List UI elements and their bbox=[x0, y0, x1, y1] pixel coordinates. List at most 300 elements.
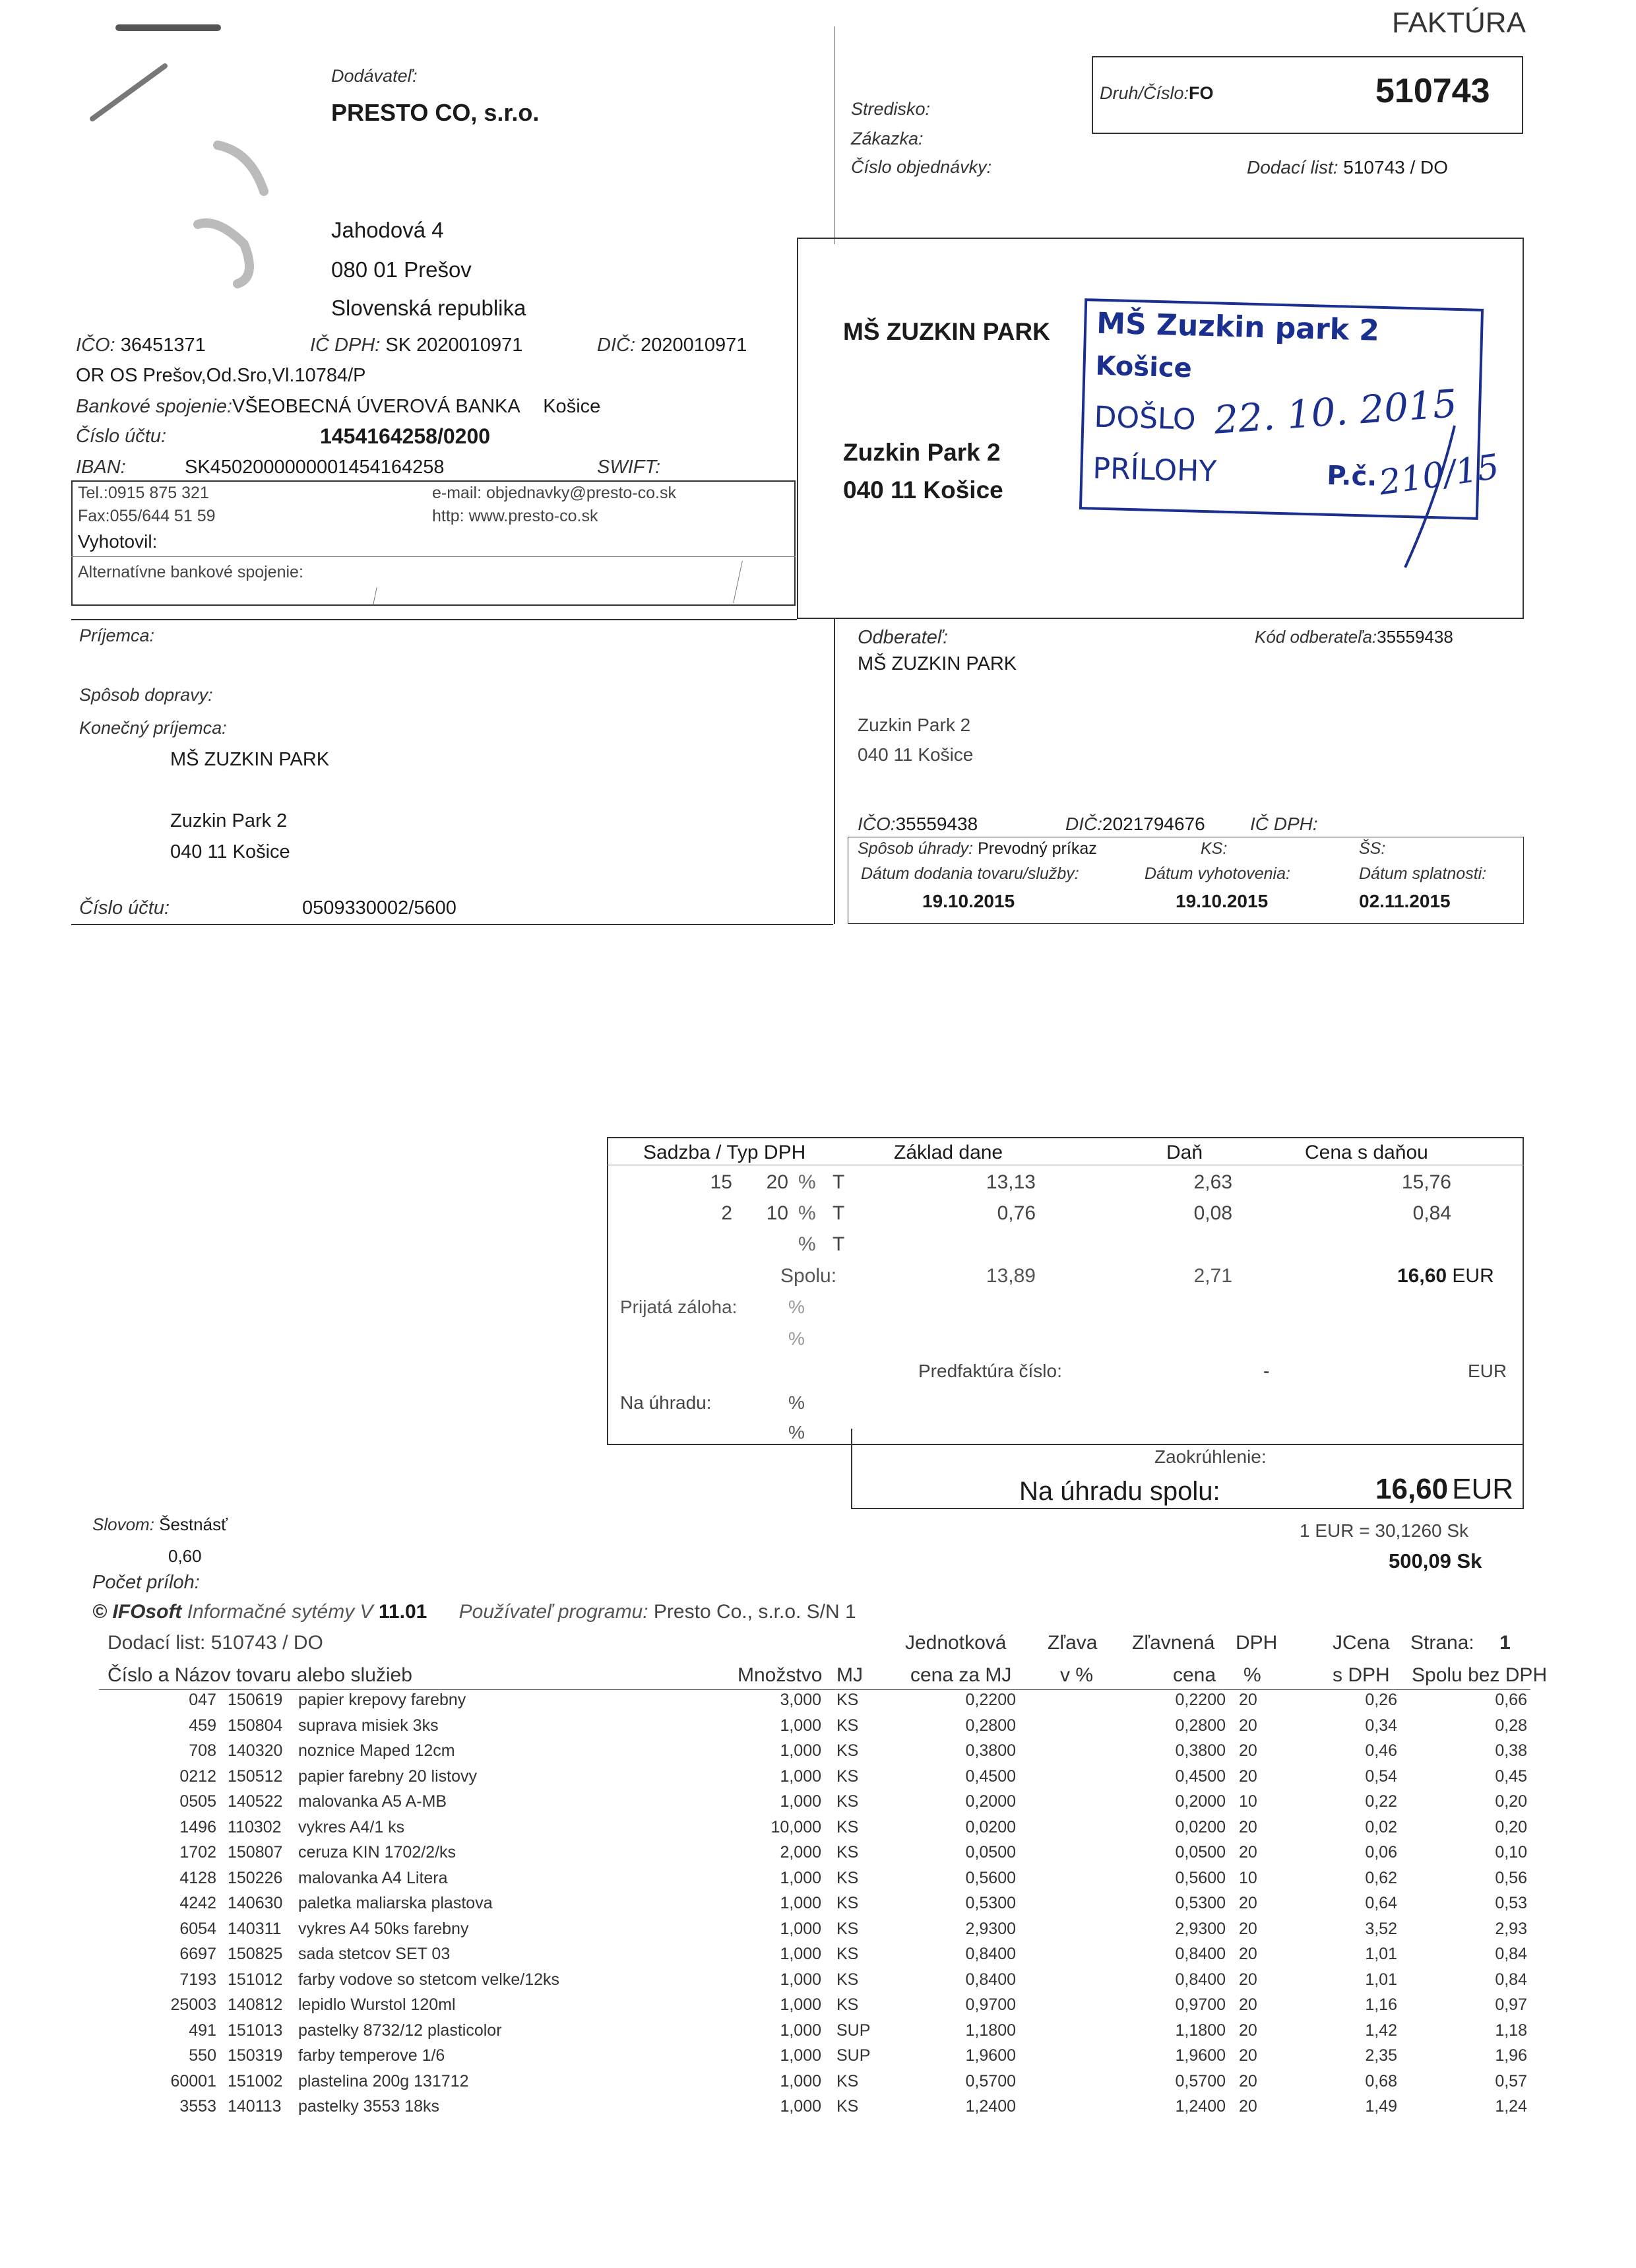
item-total: 0,84 bbox=[1495, 1970, 1527, 1989]
item-number: 550 bbox=[189, 2046, 216, 2065]
software-version: 11.01 bbox=[378, 1601, 427, 1623]
item-price-with-vat: 0,06 bbox=[1365, 1843, 1397, 1862]
in-words-cents: 0,60 bbox=[168, 1546, 202, 1566]
advance-pct-1: % bbox=[788, 1297, 805, 1317]
col-unit-price-1: Jednotková bbox=[905, 1632, 1007, 1654]
item-vat-rate: 20 bbox=[1239, 1970, 1257, 1989]
account-label: Číslo účtu: bbox=[76, 426, 166, 447]
vat-row-rate: 20 bbox=[766, 1171, 788, 1193]
vat-row-vat: 2,63 bbox=[1193, 1171, 1232, 1193]
item-total: 0,28 bbox=[1495, 1716, 1527, 1735]
grand-total-value: 16,60 bbox=[1375, 1473, 1449, 1505]
item-quantity: 1,000 bbox=[780, 1970, 821, 1989]
item-discounted-price: 0,0200 bbox=[1175, 1817, 1226, 1836]
item-number: 047 bbox=[189, 1691, 216, 1709]
item-code: 150619 bbox=[228, 1691, 283, 1709]
item-price-with-vat: 0,68 bbox=[1365, 2071, 1397, 2090]
table-row bbox=[0, 2046, 1636, 2071]
item-unit: KS bbox=[836, 1843, 859, 1862]
swift-label: SWIFT: bbox=[597, 457, 661, 478]
item-price-with-vat: 0,02 bbox=[1365, 1817, 1397, 1836]
handwritten-received-date: 22. 10. 2015 bbox=[1212, 381, 1459, 443]
item-code: 140320 bbox=[228, 1741, 283, 1760]
item-vat-rate: 10 bbox=[1239, 1868, 1257, 1887]
vat-col-base: Základ dane bbox=[894, 1142, 1003, 1163]
vat-row-base: 13,13 bbox=[986, 1171, 1036, 1193]
handwritten-mark bbox=[86, 20, 297, 297]
customer-street: Zuzkin Park 2 bbox=[858, 715, 971, 735]
item-unit: KS bbox=[836, 1741, 859, 1760]
item-name: ceruza KIN 1702/2/ks bbox=[298, 1843, 456, 1862]
vat-row-vat: 0,08 bbox=[1193, 1202, 1232, 1224]
vat-row-code: 2 bbox=[721, 1202, 732, 1224]
item-number: 6697 bbox=[179, 1945, 216, 1963]
section-rule bbox=[71, 619, 797, 620]
item-total: 1,18 bbox=[1495, 2021, 1527, 2040]
stamp-line1: MŠ Zuzkin park 2 bbox=[1096, 306, 1380, 348]
item-discounted-price: 0,5600 bbox=[1175, 1868, 1226, 1887]
delivery-date-label: Dátum dodania tovaru/služby: bbox=[861, 864, 1079, 883]
ks-label: KS: bbox=[1201, 839, 1228, 858]
item-unit-price: 0,2800 bbox=[965, 1716, 1016, 1735]
stamp-attachments-label: PRÍLOHY bbox=[1092, 451, 1217, 489]
advance-label: Prijatá záloha: bbox=[620, 1297, 738, 1317]
column-rule bbox=[834, 619, 835, 924]
customer-city: 040 11 Košice bbox=[858, 744, 974, 765]
item-discounted-price: 2,9300 bbox=[1175, 1919, 1226, 1938]
section-rule bbox=[71, 924, 833, 925]
item-unit-price: 2,9300 bbox=[965, 1919, 1016, 1938]
item-total: 0,66 bbox=[1495, 1691, 1527, 1709]
item-name: paletka maliarska plastova bbox=[298, 1894, 493, 1912]
item-number: 25003 bbox=[170, 1995, 216, 2014]
grand-total-currency: EUR bbox=[1452, 1473, 1514, 1505]
final-recipient-label: Konečný príjemca: bbox=[79, 718, 227, 738]
item-code: 140812 bbox=[228, 1995, 283, 2014]
prepared-by-label: Vyhotovil: bbox=[78, 531, 158, 552]
vat-col-total: Cena s daňou bbox=[1305, 1142, 1428, 1163]
item-total: 2,93 bbox=[1495, 1919, 1527, 1938]
item-vat-rate: 20 bbox=[1239, 1843, 1257, 1862]
item-discounted-price: 1,9600 bbox=[1175, 2046, 1226, 2065]
item-unit-price: 0,8400 bbox=[965, 1945, 1016, 1963]
col-disc-price-1: Zľavnená bbox=[1132, 1632, 1215, 1654]
address-name: MŠ ZUZKIN PARK bbox=[843, 318, 1050, 345]
customer-code-label: Kód odberateľa: bbox=[1255, 627, 1377, 647]
item-number: 459 bbox=[189, 1716, 216, 1735]
item-price-with-vat: 0,64 bbox=[1365, 1894, 1397, 1912]
item-unit-price: 0,2200 bbox=[965, 1691, 1016, 1709]
item-name: malovanka A5 A-MB bbox=[298, 1792, 447, 1811]
customer-dic-label: DIČ: bbox=[1065, 814, 1102, 834]
item-vat-rate: 20 bbox=[1239, 2046, 1257, 2065]
item-price-with-vat: 0,46 bbox=[1365, 1741, 1397, 1760]
item-total: 0,20 bbox=[1495, 1792, 1527, 1811]
item-name: papier farebny 20 listovy bbox=[298, 1766, 477, 1786]
item-price-with-vat: 1,16 bbox=[1365, 1995, 1397, 2014]
item-quantity: 1,000 bbox=[780, 2071, 821, 2090]
item-code: 150825 bbox=[228, 1945, 283, 1963]
table-row bbox=[0, 2021, 1636, 2046]
item-unit-price: 0,5700 bbox=[965, 2071, 1016, 2090]
table-row bbox=[0, 1818, 1636, 1843]
item-total: 0,45 bbox=[1495, 1766, 1527, 1786]
supplier-web: http: www.presto-co.sk bbox=[432, 507, 598, 525]
software-user-label: Používateľ programu: bbox=[458, 1601, 648, 1623]
supplier-ico bbox=[76, 335, 206, 356]
page-label: Strana: bbox=[1410, 1632, 1474, 1654]
final-recipient-street: Zuzkin Park 2 bbox=[170, 810, 288, 831]
item-discounted-price: 0,0500 bbox=[1175, 1843, 1226, 1862]
item-quantity: 1,000 bbox=[780, 1919, 821, 1938]
item-price-with-vat: 1,01 bbox=[1365, 1945, 1397, 1963]
item-quantity: 10,000 bbox=[771, 1817, 821, 1836]
items-delivery-note-label: Dodací list: bbox=[108, 1632, 206, 1654]
rule bbox=[851, 1429, 852, 1445]
item-number: 491 bbox=[189, 2021, 216, 2040]
item-number: 7193 bbox=[179, 1970, 216, 1989]
payment-method bbox=[858, 839, 1097, 859]
account-number: 1454164258/0200 bbox=[320, 424, 491, 448]
item-number: 6054 bbox=[179, 1919, 216, 1938]
customer-dic-value: 2021794676 bbox=[1102, 814, 1205, 834]
item-unit: KS bbox=[836, 1970, 859, 1989]
item-number: 60001 bbox=[170, 2071, 216, 2090]
item-discounted-price: 1,1800 bbox=[1175, 2021, 1226, 2040]
table-row bbox=[0, 1792, 1636, 1817]
item-price-with-vat: 0,54 bbox=[1365, 1766, 1397, 1786]
item-code: 140522 bbox=[228, 1792, 283, 1811]
item-vat-rate: 20 bbox=[1239, 1741, 1257, 1760]
table-row bbox=[0, 1920, 1636, 1945]
item-price-with-vat: 0,26 bbox=[1365, 1691, 1397, 1709]
item-total: 0,38 bbox=[1495, 1741, 1527, 1760]
item-quantity: 1,000 bbox=[780, 1741, 821, 1760]
item-discounted-price: 0,2000 bbox=[1175, 1792, 1226, 1811]
item-name: lepidlo Wurstol 120ml bbox=[298, 1995, 456, 2014]
document-title: FAKTÚRA bbox=[1392, 7, 1526, 39]
item-vat-rate: 20 bbox=[1239, 1919, 1257, 1938]
items-delivery-note-value: 510743 / DO bbox=[210, 1632, 323, 1654]
item-unit-price: 0,8400 bbox=[965, 1970, 1016, 1989]
item-number: 0505 bbox=[179, 1792, 216, 1811]
software-brand: © IFOsoft bbox=[92, 1601, 182, 1623]
vat-sum-vat: 2,71 bbox=[1193, 1265, 1232, 1287]
item-name: noznice Maped 12cm bbox=[298, 1741, 455, 1760]
bank-name: VŠEOBECNÁ ÚVEROVÁ BANKA bbox=[232, 396, 520, 417]
item-unit: SUP bbox=[836, 2046, 871, 2065]
doc-type bbox=[1100, 83, 1214, 104]
ss-label: ŠS: bbox=[1359, 839, 1386, 858]
item-vat-rate: 20 bbox=[1239, 2071, 1257, 2090]
bank-label: Bankové spojenie: bbox=[76, 396, 232, 417]
item-unit: KS bbox=[836, 1766, 859, 1786]
delivery-note bbox=[1247, 157, 1448, 178]
col-jcena-1: JCena bbox=[1333, 1632, 1390, 1654]
item-name: suprava misiek 3ks bbox=[298, 1716, 439, 1735]
supplier-dic bbox=[597, 335, 747, 356]
delivery-note-value: 510743 / DO bbox=[1343, 157, 1449, 178]
ico-label: IČO: bbox=[76, 335, 115, 356]
stredisko-label: Stredisko: bbox=[851, 99, 931, 119]
item-total: 0,53 bbox=[1495, 1894, 1527, 1912]
table-row bbox=[0, 1691, 1636, 1716]
item-quantity: 1,000 bbox=[780, 2097, 821, 2116]
table-row bbox=[0, 1945, 1636, 1970]
item-unit: KS bbox=[836, 1995, 859, 2014]
transport-label: Spôsob dopravy: bbox=[79, 685, 213, 705]
item-quantity: 1,000 bbox=[780, 1894, 821, 1912]
supplier-city: 080 01 Prešov bbox=[331, 257, 472, 282]
header-rule bbox=[99, 1689, 1530, 1690]
customer-icdph-label: IČ DPH: bbox=[1250, 814, 1318, 834]
col-discount-2: v % bbox=[1060, 1664, 1094, 1686]
item-unit: KS bbox=[836, 1817, 859, 1836]
item-unit: KS bbox=[836, 1868, 859, 1887]
doc-type-label: Druh/Číslo: bbox=[1100, 83, 1189, 103]
item-number: 4128 bbox=[179, 1868, 216, 1887]
payment-method-value: Prevodný príkaz bbox=[978, 839, 1097, 858]
zakazka-label: Zákazka: bbox=[851, 129, 924, 148]
supplier-icdph bbox=[310, 335, 522, 356]
item-code: 140311 bbox=[228, 1919, 282, 1938]
issue-date-label: Dátum vyhotovenia: bbox=[1145, 864, 1290, 883]
supplier-name: PRESTO CO, s.r.o. bbox=[331, 99, 540, 126]
item-name: farby vodove so stetcom velke/12ks bbox=[298, 1970, 560, 1989]
item-code: 151012 bbox=[228, 1970, 283, 1989]
software-user: Presto Co., s.r.o. S/N 1 bbox=[653, 1601, 856, 1623]
table-row bbox=[0, 1716, 1636, 1741]
col-unit-price-2: cena za MJ bbox=[910, 1664, 1012, 1686]
customer-ico-label: IČO: bbox=[858, 814, 896, 834]
delivery-date: 19.10.2015 bbox=[922, 891, 1015, 911]
item-unit: SUP bbox=[836, 2021, 871, 2040]
stamp-reg-label: P.č. bbox=[1326, 460, 1378, 492]
col-unit: MJ bbox=[836, 1664, 863, 1686]
item-discounted-price: 0,8400 bbox=[1175, 1970, 1226, 1989]
item-number: 4242 bbox=[179, 1894, 216, 1912]
item-quantity: 2,000 bbox=[780, 1843, 821, 1862]
attachments-count-label: Počet príloh: bbox=[92, 1572, 200, 1593]
in-words-label: Slovom: bbox=[92, 1514, 154, 1534]
item-quantity: 1,000 bbox=[780, 1792, 821, 1811]
item-total: 0,56 bbox=[1495, 1868, 1527, 1887]
order-number-label: Číslo objednávky: bbox=[851, 157, 992, 177]
item-code: 140630 bbox=[228, 1894, 283, 1912]
item-unit: KS bbox=[836, 1919, 859, 1938]
item-unit-price: 0,5300 bbox=[965, 1894, 1016, 1912]
item-price-with-vat: 2,35 bbox=[1365, 2046, 1397, 2065]
icdph-label: IČ DPH: bbox=[310, 335, 381, 356]
item-unit-price: 0,3800 bbox=[965, 1741, 1016, 1760]
item-vat-rate: 20 bbox=[1239, 1766, 1257, 1786]
item-discounted-price: 0,8400 bbox=[1175, 1945, 1226, 1963]
item-unit-price: 0,4500 bbox=[965, 1766, 1016, 1786]
grand-total-label: Na úhradu spolu: bbox=[1019, 1477, 1220, 1506]
item-total: 0,57 bbox=[1495, 2071, 1527, 2090]
vat-row-type: T bbox=[833, 1202, 845, 1224]
recipient-label: Príjemca: bbox=[79, 626, 155, 645]
item-name: sada stetcov SET 03 bbox=[298, 1945, 451, 1963]
supplier-email: e-mail: objednavky@presto-co.sk bbox=[432, 484, 676, 502]
item-unit: KS bbox=[836, 1716, 859, 1735]
in-words bbox=[92, 1514, 228, 1535]
dic-value: 2020010971 bbox=[641, 335, 747, 356]
table-row bbox=[0, 1843, 1636, 1868]
item-name: malovanka A4 Litera bbox=[298, 1868, 448, 1887]
page-indicator bbox=[1410, 1632, 1511, 1654]
item-unit: KS bbox=[836, 1691, 859, 1709]
delivery-note-label: Dodací list: bbox=[1247, 157, 1338, 178]
item-discounted-price: 0,3800 bbox=[1175, 1741, 1226, 1760]
item-name: papier krepovy farebny bbox=[298, 1691, 466, 1709]
item-total: 0,97 bbox=[1495, 1995, 1527, 2014]
item-discounted-price: 1,2400 bbox=[1175, 2097, 1226, 2116]
vat-row-code: 15 bbox=[710, 1171, 732, 1193]
proforma-value: - bbox=[1263, 1361, 1270, 1381]
item-vat-rate: 20 bbox=[1239, 1894, 1257, 1912]
item-number: 708 bbox=[189, 1741, 216, 1760]
stamp-line2: Košice bbox=[1095, 350, 1193, 384]
item-quantity: 1,000 bbox=[780, 1945, 821, 1963]
item-number: 1496 bbox=[179, 1817, 216, 1836]
item-unit-price: 1,1800 bbox=[965, 2021, 1016, 2040]
item-quantity: 1,000 bbox=[780, 1868, 821, 1887]
due-date-label: Dátum splatnosti: bbox=[1359, 864, 1487, 883]
item-vat-rate: 20 bbox=[1239, 1691, 1257, 1709]
supplier-tel: Tel.:0915 875 321 bbox=[78, 484, 209, 502]
issue-date: 19.10.2015 bbox=[1176, 891, 1269, 911]
col-vat-2: % bbox=[1243, 1664, 1261, 1686]
supplier-country: Slovenská republika bbox=[331, 296, 526, 320]
item-vat-rate: 10 bbox=[1239, 1792, 1257, 1811]
due-date: 02.11.2015 bbox=[1359, 891, 1451, 911]
software-line bbox=[92, 1601, 856, 1623]
customer-ico bbox=[858, 814, 978, 835]
recipient-account-label: Číslo účtu: bbox=[79, 897, 170, 919]
in-words-value: Šestnásť bbox=[159, 1514, 228, 1534]
item-unit: KS bbox=[836, 2071, 859, 2090]
vat-sum-total-value: 16,60 bbox=[1397, 1265, 1447, 1287]
supplier-street: Jahodová 4 bbox=[331, 218, 444, 242]
col-qty: Množstvo bbox=[738, 1664, 823, 1686]
proforma-label: Predfaktúra číslo: bbox=[918, 1361, 1062, 1381]
invoice-number: 510743 bbox=[1375, 72, 1490, 110]
table-row bbox=[0, 1741, 1636, 1766]
item-name: pastelky 8732/12 plasticolor bbox=[298, 2021, 502, 2040]
item-price-with-vat: 1,49 bbox=[1365, 2097, 1397, 2116]
item-code: 150512 bbox=[228, 1766, 283, 1786]
grand-total bbox=[1375, 1473, 1513, 1506]
supplier-fax: Fax:055/644 51 59 bbox=[78, 507, 216, 525]
final-recipient-city: 040 11 Košice bbox=[170, 841, 290, 862]
table-row bbox=[0, 2097, 1636, 2122]
table-row bbox=[0, 2072, 1636, 2097]
table-row bbox=[0, 1970, 1636, 1995]
customer-code bbox=[1255, 627, 1453, 647]
col-jcena-2: s DPH bbox=[1333, 1664, 1390, 1686]
dic-label: DIČ: bbox=[597, 335, 635, 356]
handwritten-stroke bbox=[1385, 422, 1464, 574]
vat-row-total: 0,84 bbox=[1412, 1202, 1451, 1224]
vat-row-percent: % bbox=[798, 1202, 816, 1224]
item-total: 1,24 bbox=[1495, 2097, 1527, 2116]
item-name: farby temperove 1/6 bbox=[298, 2046, 445, 2065]
ico-value: 36451371 bbox=[120, 335, 206, 356]
item-vat-rate: 20 bbox=[1239, 1945, 1257, 1963]
item-code: 150804 bbox=[228, 1716, 283, 1735]
divider bbox=[71, 556, 796, 557]
item-total: 0,10 bbox=[1495, 1843, 1527, 1862]
item-total: 1,96 bbox=[1495, 2046, 1527, 2065]
customer-name: MŠ ZUZKIN PARK bbox=[858, 653, 1017, 674]
vat-col-vat: Daň bbox=[1166, 1142, 1203, 1163]
col-name: Číslo a Názov tovaru alebo služieb bbox=[108, 1664, 412, 1686]
item-number: 3553 bbox=[179, 2097, 216, 2116]
final-recipient-name: MŠ ZUZKIN PARK bbox=[170, 749, 330, 770]
sk-total: 500,09 Sk bbox=[1389, 1549, 1482, 1572]
item-discounted-price: 0,2800 bbox=[1175, 1716, 1226, 1735]
customer-ico-value: 35559438 bbox=[895, 814, 978, 834]
item-unit: KS bbox=[836, 2097, 859, 2116]
to-pay-label: Na úhradu: bbox=[620, 1392, 712, 1413]
item-vat-rate: 20 bbox=[1239, 2097, 1257, 2116]
item-vat-rate: 20 bbox=[1239, 1817, 1257, 1836]
item-number: 0212 bbox=[179, 1766, 216, 1786]
iban-label: IBAN: bbox=[76, 457, 126, 478]
item-name: pastelky 3553 18ks bbox=[298, 2097, 440, 2116]
item-quantity: 1,000 bbox=[780, 1995, 821, 2014]
exchange-rate: 1 EUR = 30,1260 Sk bbox=[1300, 1520, 1469, 1541]
item-discounted-price: 0,4500 bbox=[1175, 1766, 1226, 1786]
item-price-with-vat: 1,01 bbox=[1365, 1970, 1397, 1989]
to-pay-pct-1: % bbox=[788, 1392, 805, 1413]
item-name: vykres A4 50ks farebny bbox=[298, 1919, 469, 1938]
bank-city: Košice bbox=[543, 396, 601, 417]
item-quantity: 1,000 bbox=[780, 2046, 821, 2065]
item-price-with-vat: 0,34 bbox=[1365, 1716, 1397, 1735]
rounding-label: Zaokrúhlenie: bbox=[1154, 1446, 1267, 1467]
vat-row-total: 15,76 bbox=[1401, 1171, 1451, 1193]
item-quantity: 1,000 bbox=[780, 2021, 821, 2040]
item-unit: KS bbox=[836, 1894, 859, 1912]
item-discounted-price: 0,2200 bbox=[1175, 1691, 1226, 1709]
supplier-label: Dodávateľ: bbox=[331, 66, 418, 86]
item-code: 151002 bbox=[228, 2071, 283, 2090]
vat-row-base: 0,76 bbox=[997, 1202, 1036, 1224]
item-number: 1702 bbox=[179, 1843, 216, 1862]
col-vat-1: DPH bbox=[1236, 1632, 1278, 1654]
item-unit-price: 0,5600 bbox=[965, 1868, 1016, 1887]
item-code: 110302 bbox=[228, 1817, 282, 1836]
item-vat-rate: 20 bbox=[1239, 1995, 1257, 2014]
handwritten-reg-number: 210/15 bbox=[1376, 447, 1502, 503]
to-pay-pct-2: % bbox=[788, 1422, 805, 1442]
vat-row-rate: 10 bbox=[766, 1202, 788, 1224]
iban-value: SK4502000000001454164258 bbox=[185, 457, 445, 478]
item-unit-price: 1,2400 bbox=[965, 2097, 1016, 2116]
item-unit: KS bbox=[836, 1792, 859, 1811]
vat-sum-total bbox=[1397, 1265, 1494, 1287]
icdph-value: SK 2020010971 bbox=[385, 335, 523, 356]
item-code: 150807 bbox=[228, 1843, 283, 1862]
customer-code-value: 35559438 bbox=[1377, 627, 1453, 647]
item-quantity: 1,000 bbox=[780, 1716, 821, 1735]
item-code: 150319 bbox=[228, 2046, 283, 2065]
item-total: 0,20 bbox=[1495, 1817, 1527, 1836]
vat-row-percent: % bbox=[798, 1233, 816, 1255]
item-quantity: 3,000 bbox=[780, 1691, 821, 1709]
